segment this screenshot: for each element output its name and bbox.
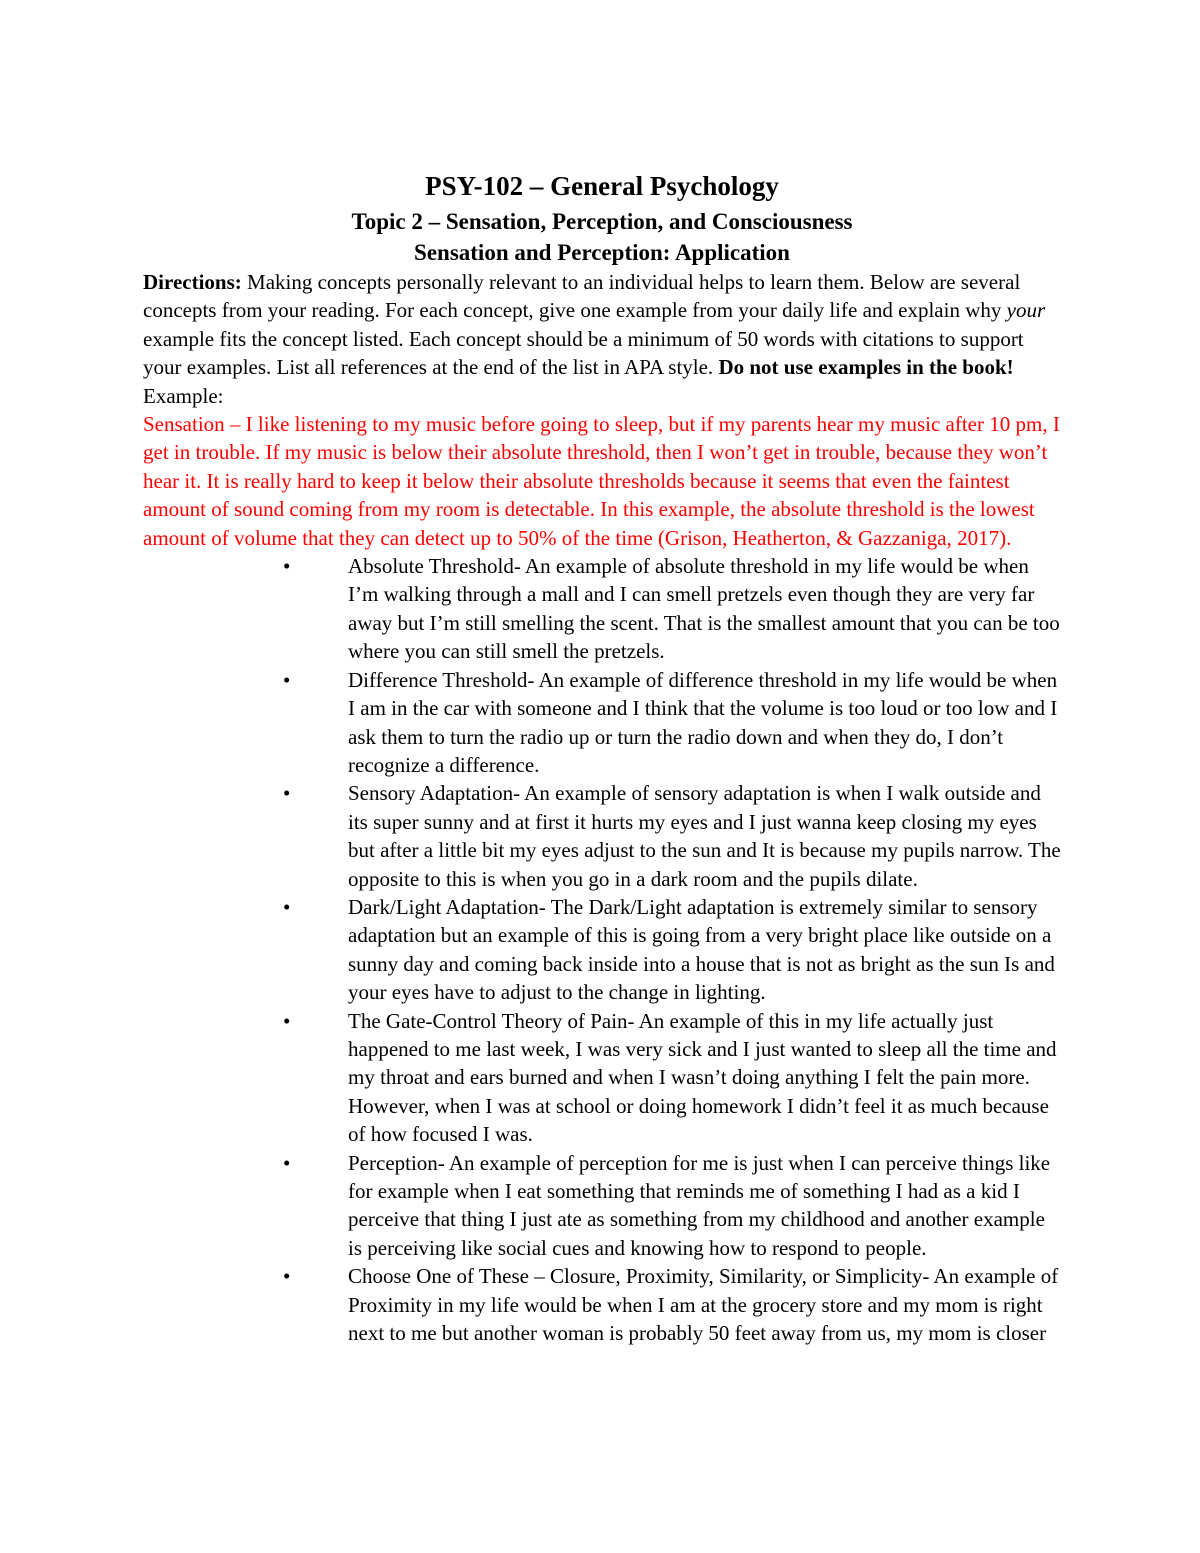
list-item-text: Difference Threshold- An example of difference threshold in my life would be when I am in the car with someone and I think that the volume is too loud or too low and I ask them to turn the radio up or turn the radio down and when they do, I don’t recognize a difference. [348,667,1058,777]
list-item-text: Choose One of These – Closure, Proximity, Similarity, or Simplicity- An example of Proximity in my life would be when I am at the grocery store and my mom is right next to me but another woman is probably 50 feet away from us, my mom is closer [348,1264,1059,1346]
directions-text-part1: Making concepts personally relevant to an individual helps to learn them. Below are several concepts from your reading. For each concept, give one example from your daily life and explain why [143,270,1021,323]
list-item [143,893,1061,1007]
directions-emphasis-your: your [1006,298,1046,323]
bullet-marker: • [283,894,291,919]
directions-label: Directions: [143,270,242,294]
assignment-subtitle: Sensation and Perception: Application [414,240,790,265]
bullet-marker: • [283,667,291,692]
list-item-text: Absolute Threshold- An example of absolute threshold in my life would be when I’m walking through a mall and I can smell pretzels even though they are very far away but I’m still smelling the scent. That is the smallest amount that you can be too where you can still smell the pretzels. [348,554,1060,664]
list-item [143,1262,1061,1347]
example-label: Example: [143,383,224,408]
example-paragraph: Sensation – I like listening to my music before going to sleep, but if my parents hear my music after 10 pm, I get in trouble. If my music is below their absolute threshold, then I won’t get in trouble, because they won’t hear it. It is really hard to keep it below their absolute thresholds because it seems that even the faintest amount of sound coming from my room is detectable. In this example, the absolute threshold is the lowest amount of volume that they can detect up to 50% of the time (Grison, Heatherton, & Gazzaniga, 2017). [143,412,1060,550]
list-item [143,1007,1061,1149]
concept-list [143,552,1061,1347]
bullet-marker: • [283,1150,291,1175]
bullet-marker: • [283,554,291,579]
bullet-marker: • [283,781,291,806]
list-item [143,552,1061,666]
list-item-text: Sensory Adaptation- An example of sensory adaptation is when I walk outside and its super sunny and at first it hurts my eyes and I just wanna keep closing my eyes but after a little bit my eyes adjust to the sun and It is because my pupils narrow. The opposite to this is when you go in a dark room and the pupils dilate. [348,781,1061,891]
bullet-marker: • [283,1008,291,1033]
list-item-text: The Gate-Control Theory of Pain- An example of this in my life actually just happened to me last week, I was very sick and I just wanted to sleep all the time and my throat and ears burned and when I wasn’t doing anything I felt the pain more. However, when I was at school or doing homework I didn’t feel it as much because of how focused I was. [348,1008,1057,1147]
bullet-marker: • [283,1264,291,1289]
list-item-text: Perception- An example of perception for me is just when I can perceive things like for example when I eat something that reminds me of something I had as a kid I perceive that thing I just ate as something from my childhood and another example is perceiving like social cues and knowing how to respond to people. [348,1150,1051,1260]
list-item [143,666,1061,780]
topic-heading: Topic 2 – Sensation, Perception, and Consciousness [351,209,853,234]
directions-text-part2: example fits the concept listed. Each concept should be a minimum of 50 words with citations to support your examples. List all references at the end of the list in APA style. [143,326,1024,380]
list-item-text: Dark/Light Adaptation- The Dark/Light adaptation is extremely similar to sensory adaptation but an example of this is going from a very bright place like outside on a sunny day and coming back inside into a house that is not as bright as the sun Is and your eyes have to adjust to the change in lighting. [348,894,1055,1005]
document-content [143,168,1061,1347]
page-title: PSY-102 – General Psychology [425,171,779,201]
list-item [143,1149,1061,1263]
directions-warning: Do not use examples in the book! [718,355,1014,380]
list-item [143,779,1061,893]
directions-paragraph [143,268,1061,382]
